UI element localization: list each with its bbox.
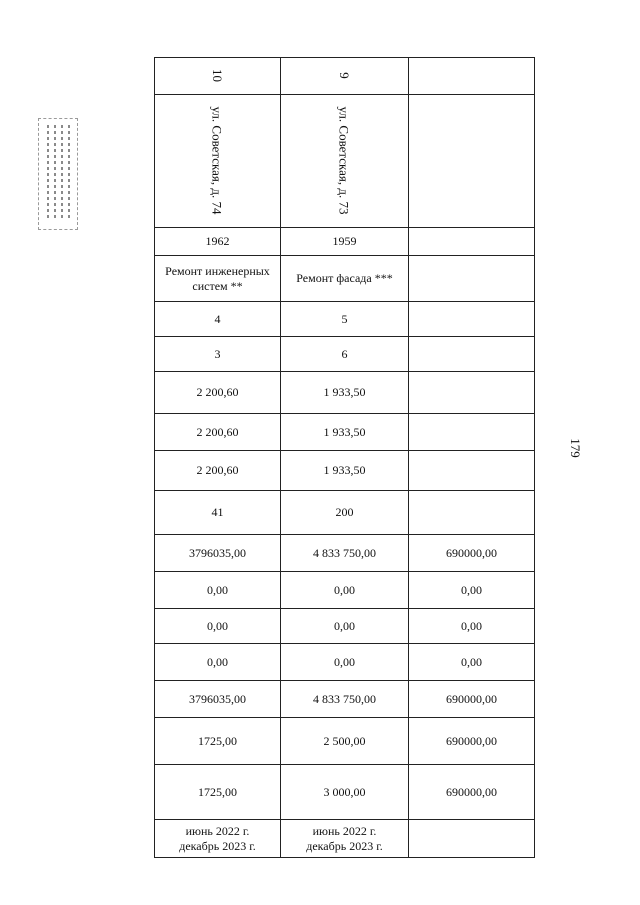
cell-col-number: 9 <box>281 58 409 95</box>
cell-year <box>409 228 535 256</box>
cell-col-number <box>409 58 535 95</box>
table-cell: 690000,00 <box>409 765 535 820</box>
table-cell: 2 200,60 <box>155 451 281 491</box>
cell-work-type <box>409 256 535 302</box>
table-cell: 0,00 <box>155 609 281 644</box>
cell-period <box>155 820 281 858</box>
table-cell <box>409 337 535 372</box>
table-cell: 1 933,50 <box>281 414 409 451</box>
table-cell: 0,00 <box>409 609 535 644</box>
table-cell: 4 <box>155 302 281 337</box>
table-cell: 0,00 <box>155 644 281 681</box>
table-row <box>155 681 535 718</box>
table-cell: 41 <box>155 491 281 535</box>
row-address <box>155 95 535 228</box>
table-cell: 2 200,60 <box>155 372 281 414</box>
table-cell: 1725,00 <box>155 718 281 765</box>
table-cell: 2 500,00 <box>281 718 409 765</box>
table-cell <box>409 491 535 535</box>
cell-col-number: 10 <box>155 58 281 95</box>
row-column-number <box>155 58 535 95</box>
cell-year: 1959 <box>281 228 409 256</box>
cell-period <box>409 820 535 858</box>
table-cell: 690000,00 <box>409 535 535 572</box>
cell-year: 1962 <box>155 228 281 256</box>
table-row <box>155 765 535 820</box>
table-cell: 1725,00 <box>155 765 281 820</box>
table-row <box>155 337 535 372</box>
table-row <box>155 572 535 609</box>
cell-address: ул. Советская, д. 73 <box>281 95 409 228</box>
table-row <box>155 718 535 765</box>
table-cell: 690000,00 <box>409 718 535 765</box>
table-cell: 4 833 750,00 <box>281 535 409 572</box>
table-cell <box>409 302 535 337</box>
table-cell: 0,00 <box>281 644 409 681</box>
table-cell: 3 000,00 <box>281 765 409 820</box>
table-row <box>155 535 535 572</box>
table-cell: 0,00 <box>281 609 409 644</box>
row-work-type <box>155 256 535 302</box>
table-cell: 1 933,50 <box>281 372 409 414</box>
table-cell: 3 <box>155 337 281 372</box>
table-row <box>155 491 535 535</box>
table-cell: 3796035,00 <box>155 681 281 718</box>
period-end: декабрь 2023 г. <box>179 838 256 853</box>
cell-period <box>281 820 409 858</box>
repair-program-table <box>154 57 535 858</box>
period-end: декабрь 2023 г. <box>306 838 383 853</box>
table-cell: 0,00 <box>409 644 535 681</box>
cell-address: ул. Советская, д. 74 <box>155 95 281 228</box>
table-cell: 6 <box>281 337 409 372</box>
cell-work-type: Ремонт инженерных систем ** <box>155 256 281 302</box>
table-cell: 2 200,60 <box>155 414 281 451</box>
table-cell: 0,00 <box>409 572 535 609</box>
table-cell: 0,00 <box>281 572 409 609</box>
row-period <box>155 820 535 858</box>
table-cell: 3796035,00 <box>155 535 281 572</box>
page-number: 179 <box>567 438 583 458</box>
table-cell: 0,00 <box>155 572 281 609</box>
table-row <box>155 414 535 451</box>
cell-address <box>409 95 535 228</box>
table-cell: 690000,00 <box>409 681 535 718</box>
cell-work-type: Ремонт фасада *** <box>281 256 409 302</box>
table-cell: 1 933,50 <box>281 451 409 491</box>
table-row <box>155 451 535 491</box>
table-cell <box>409 451 535 491</box>
table-row <box>155 302 535 337</box>
period-start: июнь 2022 г. <box>185 823 250 838</box>
table-cell <box>409 414 535 451</box>
table-cell: 5 <box>281 302 409 337</box>
table-row <box>155 609 535 644</box>
table-row <box>155 644 535 681</box>
table-cell <box>409 372 535 414</box>
registration-stamp <box>38 118 78 230</box>
row-year <box>155 228 535 256</box>
table-cell: 200 <box>281 491 409 535</box>
period-start: июнь 2022 г. <box>312 823 377 838</box>
table-cell: 4 833 750,00 <box>281 681 409 718</box>
table-row <box>155 372 535 414</box>
